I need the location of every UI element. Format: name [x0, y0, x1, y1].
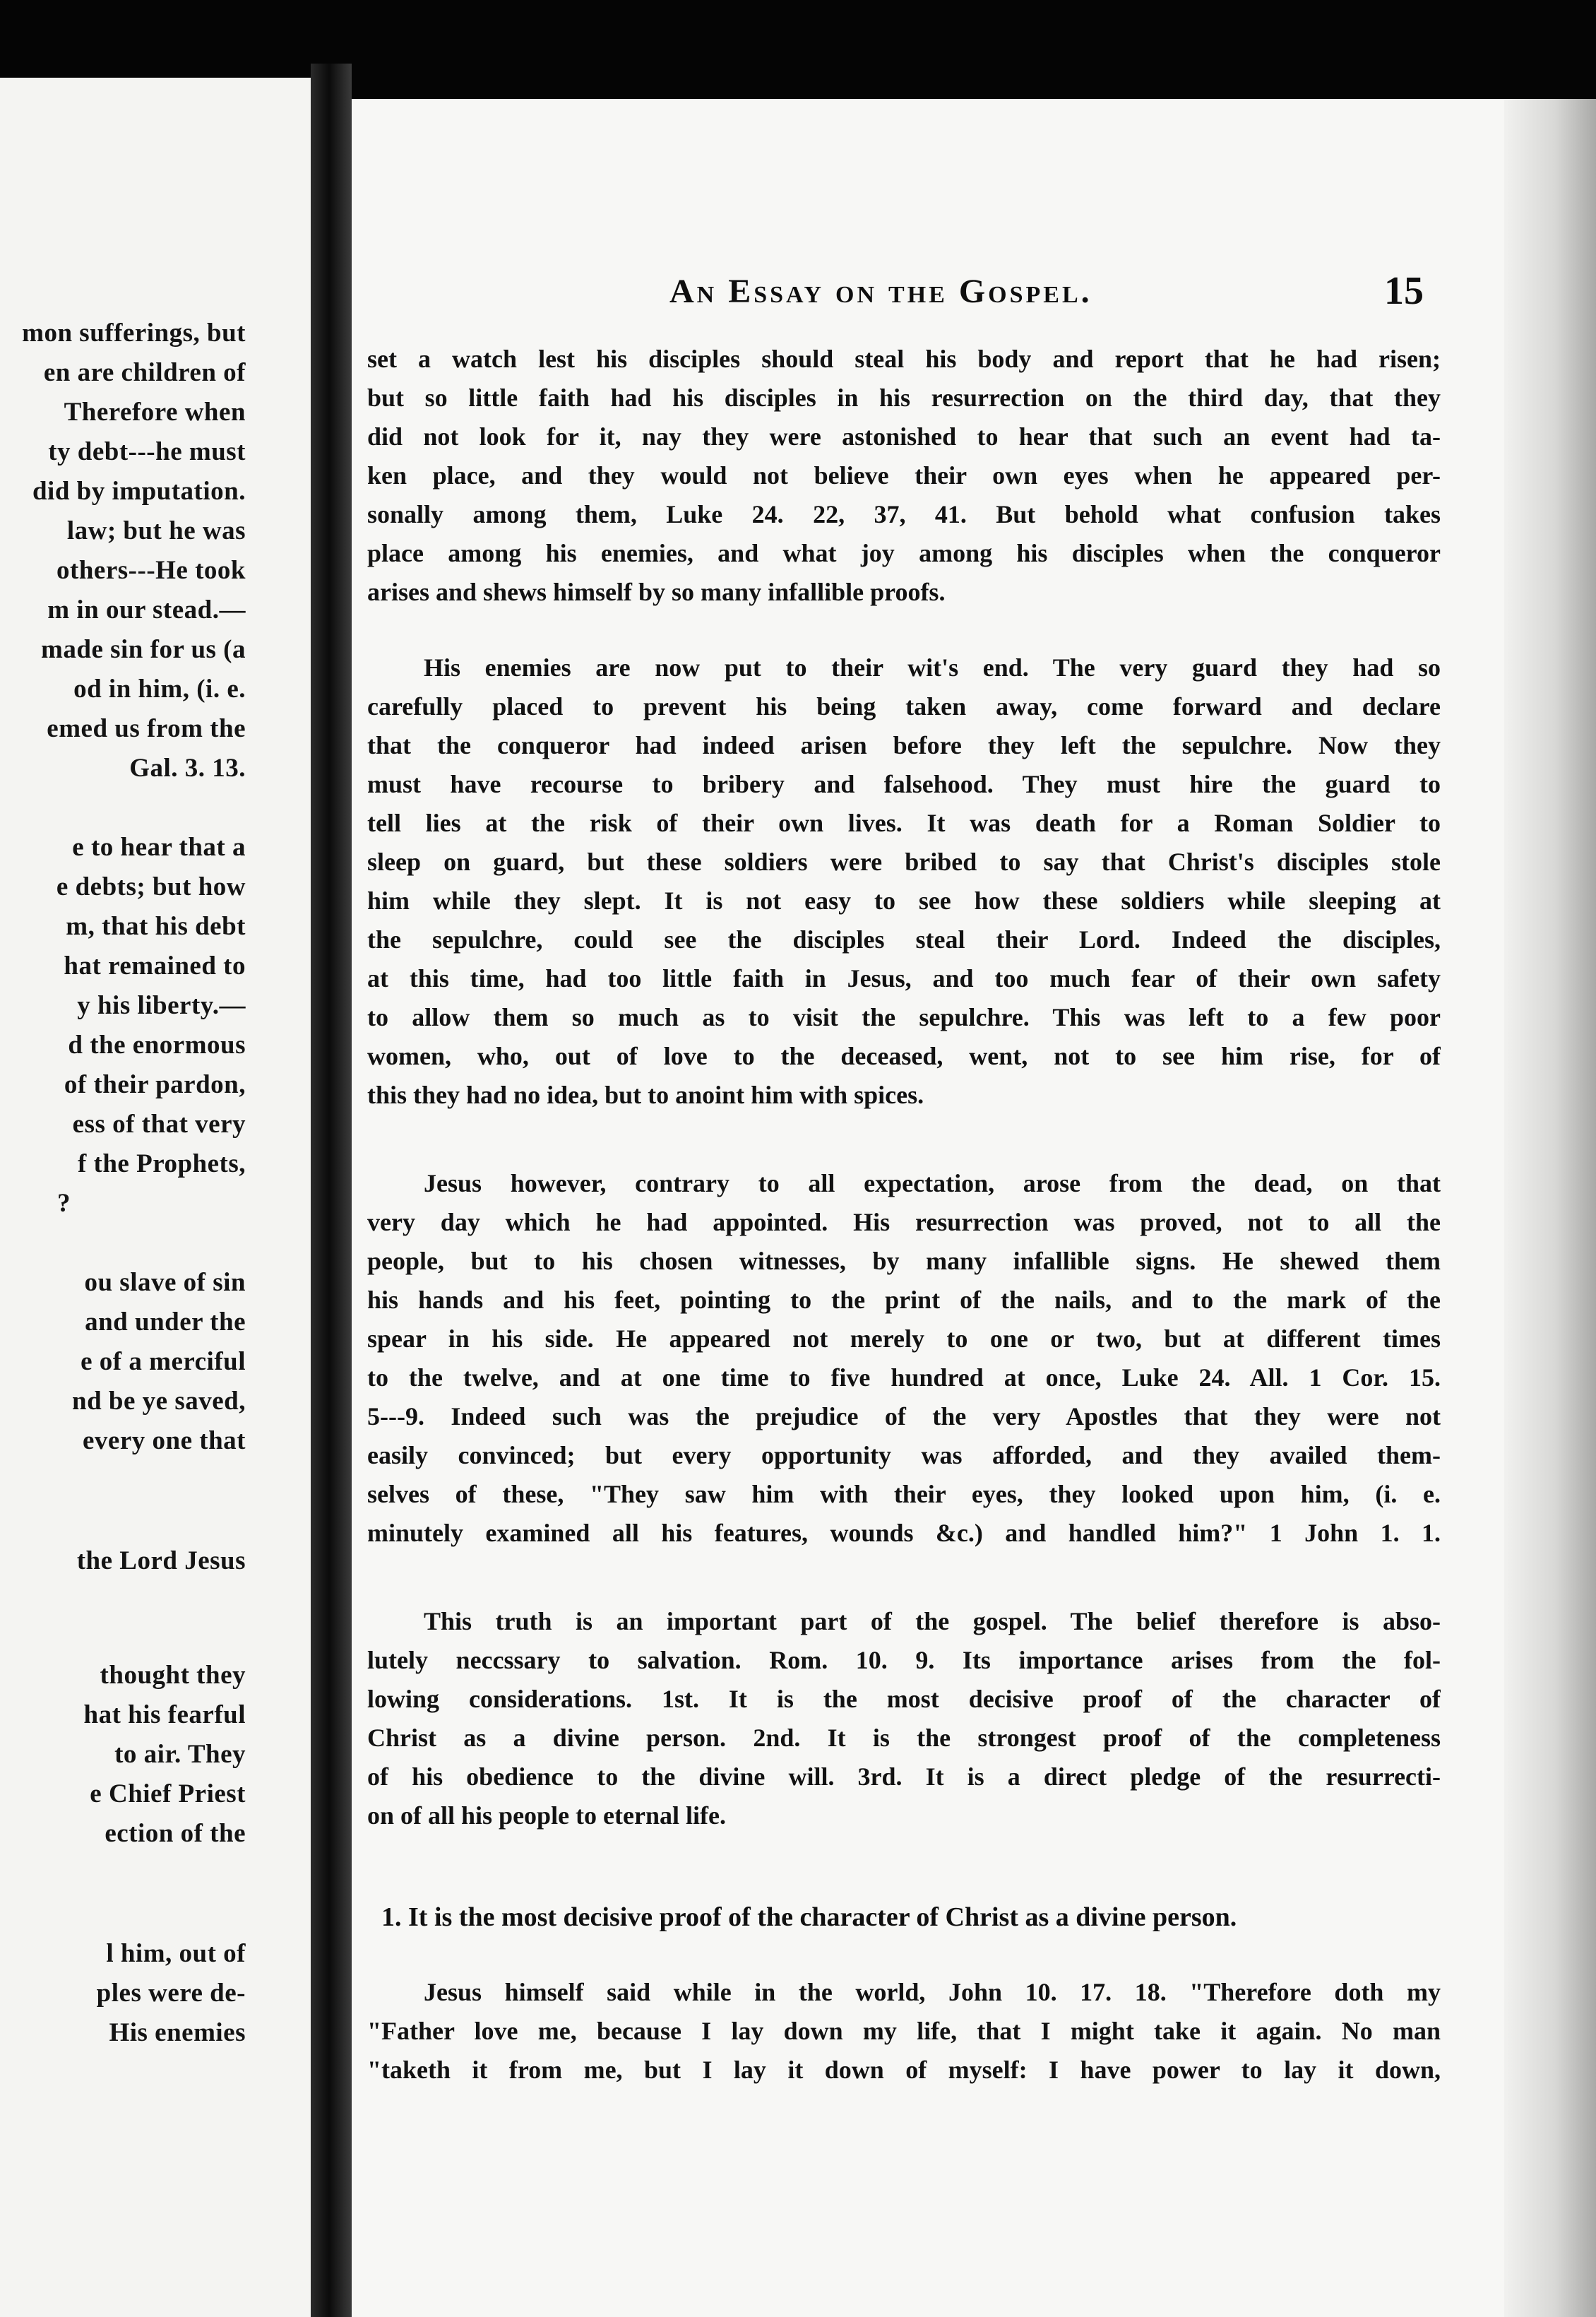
body-line: him while they slept. It is not easy to see how these soldiers while sleeping at [367, 887, 1441, 915]
body-line: set a watch lest his disciples should steal his body and report that he had risen; [367, 345, 1441, 373]
body-line: his hands and his feet, pointing to the print of the nails, and to the mark of the [367, 1286, 1441, 1314]
left-page-line: hat his fearful [83, 1700, 246, 1729]
left-page-line: others---He took [56, 556, 246, 585]
left-page-line: e Chief Priest [90, 1779, 246, 1808]
left-page-line: did by imputation. [32, 477, 246, 506]
body-line: 5---9. Indeed such was the prejudice of the very Apostles that they were not [367, 1402, 1441, 1430]
left-page-line: Gal. 3. 13. [129, 754, 246, 783]
left-page-line: od in him, (i. e. [73, 675, 246, 704]
left-page-line: m in our stead.— [47, 595, 246, 624]
body-line: easily convinced; but every opportunity was afforded, and they availed them- [367, 1441, 1441, 1469]
page-edge-shadow [1504, 99, 1596, 2317]
left-page-line: every one that [83, 1426, 246, 1455]
left-page-line: e debts; but how [56, 872, 246, 901]
left-page-line: ples were de- [96, 1979, 246, 2008]
body-line: did not look for it, nay they were astonished to hear that such an event had ta- [367, 422, 1441, 451]
body-line: to allow them so much as to visit the sepulchre. This was left to a few poor [367, 1003, 1441, 1031]
left-page-line: d the enormous [68, 1031, 246, 1060]
body-line: very day which he had appointed. His resurrection was proved, not to all the [367, 1208, 1441, 1236]
left-page-line: e to hear that a [72, 833, 246, 862]
left-page-line: the Lord Jesus [76, 1546, 246, 1575]
left-page-line: y his liberty.— [77, 991, 246, 1020]
section-heading: 1. It is the most decisive proof of the character of Christ as a divine person. [381, 1902, 1237, 1932]
left-page-line: en are children of [43, 358, 246, 387]
left-page-line: ection of the [105, 1819, 246, 1848]
page-number: 15 [1384, 269, 1424, 313]
body-line: that the conqueror had indeed arisen before they left the sepulchre. Now they [367, 731, 1441, 759]
left-page-line: m, that his debt [66, 912, 246, 941]
left-page-line: ou slave of sin [84, 1268, 246, 1297]
body-line: Jesus himself said while in the world, John 10. 17. 18. "Therefore doth my [424, 1978, 1441, 2006]
body-line: arises and shews himself by so many infallible proofs. [367, 578, 946, 606]
left-page-line: mon sufferings, but [22, 319, 246, 348]
body-line: to the twelve, and at one time to five hundred at once, Luke 24. All. 1 Cor. 15. [367, 1363, 1441, 1392]
body-line: of his obedience to the divine will. 3rd. It is a direct pledge of the resurrecti- [367, 1762, 1441, 1791]
left-page-line: thought they [100, 1661, 246, 1690]
left-page-line: law; but he was [66, 516, 246, 545]
left-page-line: ess of that very [72, 1110, 246, 1139]
left-page-line: to air. They [114, 1740, 246, 1769]
body-line: sonally among them, Luke 24. 22, 37, 41. But behold what confusion takes [367, 500, 1441, 528]
left-page-line: f the Prophets, [77, 1149, 246, 1178]
left-page-line: made sin for us (a [41, 635, 246, 664]
left-page-line: His enemies [109, 2018, 246, 2047]
left-page-line: l him, out of [106, 1939, 246, 1968]
body-line: His enemies are now put to their wit's end. The very guard they had so [424, 653, 1441, 682]
left-page-line: ty debt---he must [48, 437, 246, 466]
body-line: lowing considerations. 1st. It is the most decisive proof of the character of [367, 1685, 1441, 1713]
body-line: Jesus however, contrary to all expectation, arose from the dead, on that [424, 1169, 1441, 1197]
body-line: spear in his side. He appeared not merely to one or two, but at different times [367, 1325, 1441, 1353]
body-line: must have recourse to bribery and falsehood. They must hire the guard to [367, 770, 1441, 798]
body-line: lutely neccssary to salvation. Rom. 10. 9. Its importance arises from the fol- [367, 1646, 1441, 1674]
body-line: selves of these, "They saw him with their eyes, they looked upon him, (i. e. [367, 1480, 1441, 1508]
body-line: sleep on guard, but these soldiers were bribed to say that Christ's disciples stole [367, 848, 1441, 876]
body-line: but so little faith had his disciples in his resurrection on the third day, that they [367, 384, 1441, 412]
body-line: this they had no idea, but to anoint him with spices. [367, 1081, 924, 1109]
body-line: on of all his people to eternal life. [367, 1801, 726, 1830]
body-line: This truth is an important part of the gospel. The belief therefore is abso- [424, 1607, 1441, 1635]
body-line: at this time, had too little faith in Jesus, and too much fear of their own safety [367, 964, 1441, 992]
left-page-line: of their pardon, [64, 1070, 246, 1099]
left-page-line: and under the [85, 1308, 246, 1337]
body-line: carefully placed to prevent his being taken away, come forward and declare [367, 692, 1441, 721]
left-page-line: e of a merciful [81, 1347, 246, 1376]
book-gutter [311, 64, 352, 2317]
left-page-line: emed us from the [47, 714, 246, 743]
body-line: women, who, out of love to the deceased, went, not to see him rise, for of [367, 1042, 1441, 1070]
body-line: the sepulchre, could see the disciples steal their Lord. Indeed the disciples, [367, 925, 1441, 954]
body-line: tell lies at the risk of their own lives. It was death for a Roman Soldier to [367, 809, 1441, 837]
running-head: An Essay on the Gospel. [669, 273, 1092, 310]
body-line: ken place, and they would not believe their own eyes when he appeared per- [367, 461, 1441, 490]
left-page-line: hat remained to [64, 952, 246, 980]
left-page-line: ? [57, 1189, 71, 1218]
body-line: Christ as a divine person. 2nd. It is the strongest proof of the completeness [367, 1724, 1441, 1752]
body-line: "Father love me, because I lay down my life, that I might take it again. No man [367, 2017, 1441, 2045]
left-page-line: nd be ye saved, [72, 1387, 246, 1416]
body-line: minutely examined all his features, wounds &c.) and handled him?" 1 John 1. 1. [367, 1519, 1441, 1547]
body-line: "taketh it from me, but I lay it down of myself: I have power to lay it down, [367, 2056, 1441, 2084]
body-line: place among his enemies, and what joy among his disciples when the conqueror [367, 539, 1441, 567]
left-page-line: Therefore when [64, 398, 246, 427]
body-line: people, but to his chosen witnesses, by many infallible signs. He shewed them [367, 1247, 1441, 1275]
previous-page-fragment [0, 78, 311, 2317]
